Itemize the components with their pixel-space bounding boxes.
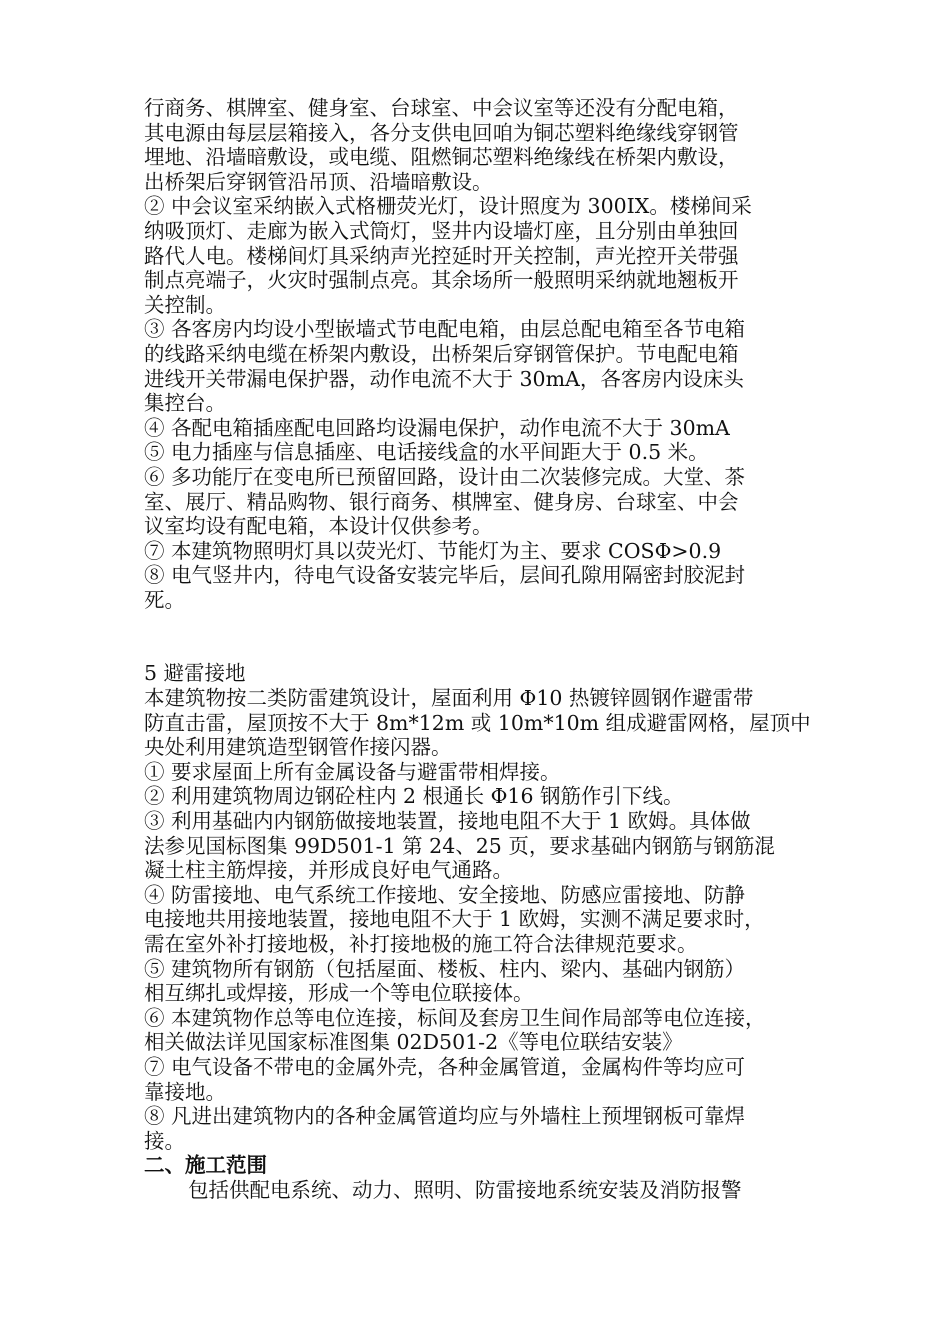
text-line: ② 利用建筑物周边钢砼柱内 2 根通长 Φ16 钢筋作引下线。 — [144, 784, 684, 809]
text-line: 制点亮端子，火灾时强制点亮。其余场所一般照明采纳就地翘板开 — [144, 268, 739, 293]
text-line: 的线路采纳电缆在桥架内敷设，出桥架后穿钢管保护。节电配电箱 — [144, 341, 739, 366]
section-5-title: 5 避雷接地 — [144, 661, 246, 686]
text-line: 行商务、棋牌室、健身室、台球室、中会议室等还没有分配电箱， — [144, 96, 739, 120]
text-line: 本建筑物按二类防雷建筑设计，屋面利用 Φ10 热镀锌圆钢作避雷带 — [144, 686, 754, 711]
text-line: 进线开关带漏电保护器，动作电流不大于 30mA，各客房内设床头 — [144, 366, 744, 391]
section-spacer — [144, 612, 816, 661]
section-5-lightning-grounding — [144, 686, 816, 1153]
text-line: ⑥ 本建筑物作总等电位连接，标间及套房卫生间作局部等电位连接， — [144, 1005, 766, 1030]
text-line: ⑤ 电力插座与信息插座、电话接线盒的水平间距大于 0.5 米。 — [144, 440, 709, 465]
text-line: 路代人电。楼梯间灯具采纳声光控延时开关控制，声光控开关带强 — [144, 243, 739, 268]
text-line: 需在室外补打接地极，补打接地极的施工符合法律规范要求。 — [144, 932, 698, 956]
text-line: 室、展厅、精品购物、银行商务、棋牌室、健身房、台球室、中会 — [144, 489, 739, 514]
text-line: ⑦ 本建筑物照明灯具以荧光灯、节能灯为主、要求 COSΦ>0.9 — [144, 538, 722, 563]
text-line: 相关做法详见国家标准图集 02D501-2《等电位联结安装》 — [144, 1030, 683, 1055]
text-line: 集控台。 — [144, 391, 226, 416]
document-body — [144, 96, 816, 1203]
text-line: ② 中会议室采纳嵌入式格栅荧光灯，设计照度为 300IX。楼梯间采 — [144, 194, 752, 219]
text-line: 法参见国标图集 99D501-1 第 24、25 页，要求基础内钢筋与钢筋混 — [144, 833, 775, 858]
chapter-2-paragraph: 包括供配电系统、动力、照明、防雷接地系统安装及消防报警 — [188, 1177, 742, 1202]
text-line: 死。 — [144, 587, 185, 612]
text-line: 相互绑扎或焊接，形成一个等电位联接体。 — [144, 981, 534, 1006]
text-line: ⑧ 电气竖井内，待电气设备安装完毕后，层间孔隙用隔密封胶泥封 — [144, 563, 746, 588]
text-line: 电接地共用接地装置，接地电阻不大于 1 欧姆，实测不满足要求时， — [144, 907, 765, 932]
text-line: 其电源由每层层箱接入，各分支供电回咱为铜芯塑料绝缘线穿钢管 — [144, 120, 739, 145]
text-line: ① 要求屋面上所有金属设备与避雷带相焊接。 — [144, 759, 561, 784]
text-line: 防直击雷，屋顶按不大于 8m*12m 或 10m*10m 组成避雷网格，屋顶中 — [144, 710, 811, 735]
section-4-lighting-notes — [144, 96, 816, 612]
text-line: 纳吸顶灯、走廊为嵌入式筒灯，竖井内设墙灯座，且分别由单独回 — [144, 218, 739, 243]
text-line: 凝土柱主筋焊接，并形成良好电气通路。 — [144, 858, 513, 883]
text-line: ⑧ 凡进出建筑物内的各种金属管道均应与外墙柱上预埋钢板可靠焊 — [144, 1104, 746, 1129]
text-line: ⑥ 多功能厅在变电所已预留回路，设计由二次装修完成。大堂、茶 — [144, 464, 746, 489]
text-line: 央处利用建筑造型钢管作接闪器。 — [144, 735, 452, 760]
text-line: 接。 — [144, 1128, 185, 1153]
text-line: ⑦ 电气设备不带电的金属外壳，各种金属管道，金属构件等均应可 — [144, 1054, 746, 1079]
text-line: ④ 防雷接地、电气系统工作接地、安全接地、防感应雷接地、防静 — [144, 882, 746, 907]
text-line: 埋地、沿墙暗敷设，或电缆、阻燃铜芯塑料绝缘线在桥架内敷设， — [144, 145, 739, 170]
text-line: ③ 利用基础内内钢筋做接地装置，接地电阻不大于 1 欧姆。具体做 — [144, 809, 751, 834]
text-line: ⑤ 建筑物所有钢筋（包括屋面、楼板、柱内、梁内、基础内钢筋） — [144, 956, 746, 981]
text-line: 靠接地。 — [144, 1079, 226, 1104]
text-line: ④ 各配电箱插座配电回路均设漏电保护，动作电流不大于 30mA — [144, 415, 730, 440]
text-line: 关控制。 — [144, 292, 226, 317]
text-line: 出桥架后穿钢管沿吊顶、沿墙暗敷设。 — [144, 169, 493, 194]
text-line: 议室均设有配电箱，本设计仅供参考。 — [144, 514, 493, 539]
chapter-2-heading: 二、施工范围 — [144, 1153, 267, 1178]
text-line: ③ 各客房内均设小型嵌墙式节电配电箱，由层总配电箱至各节电箱 — [144, 317, 746, 342]
